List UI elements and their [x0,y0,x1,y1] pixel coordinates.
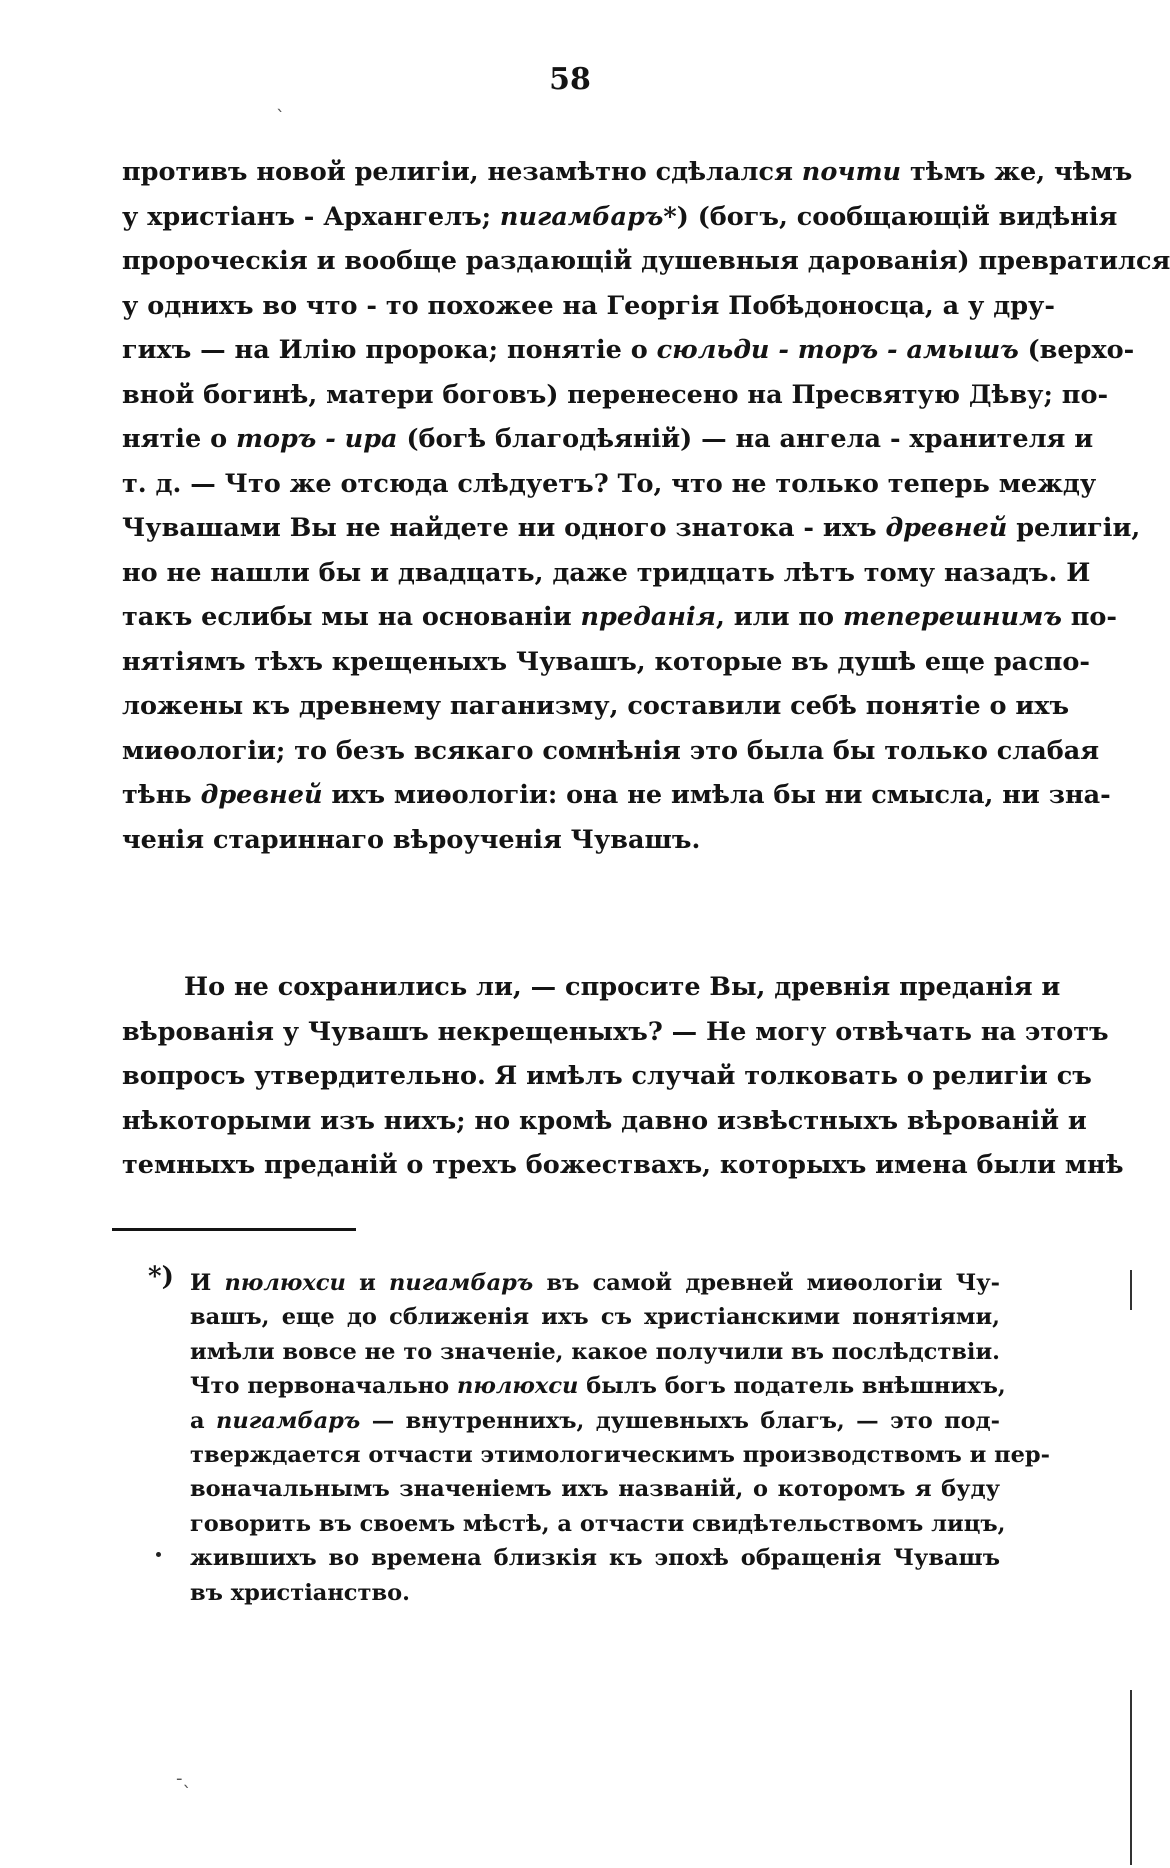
text-segment: по- [1061,602,1117,632]
text-segment: И [190,1270,225,1296]
text-line [122,595,1117,640]
text-segment: нѣкоторыми изъ нихъ; но кромѣ давно извѣстныхъ вѣрованій и [122,1105,1087,1136]
italic-term: древней [885,513,1008,543]
text-line [122,551,1091,596]
italic-term: пюлюхси [224,1270,346,1296]
text-segment: религіи, [1007,513,1141,543]
footnote-marker: *) [148,1262,174,1292]
footnote-line [190,1576,1000,1610]
text-segment: у однихъ во что - то похожее на Георгія Побѣдоносца, а у дру- [122,290,1055,321]
text-line [122,462,1097,507]
italic-term: пигамбаръ [216,1407,361,1434]
footnote-line [190,1541,1000,1575]
text-line [122,684,1070,729]
footnote-line [190,1300,1000,1334]
italic-term: преданія [580,602,716,632]
footnote-line [190,1438,1050,1472]
text-segment: пророческія и вообще раздающій душевныя дарованія) превратился [122,246,1170,276]
italic-term: пигамбаръ [388,1270,534,1296]
text-segment: гихъ — на Илію пророка; понятіе о [122,335,657,365]
italic-term: древней [200,780,323,810]
text-line [122,284,1055,329]
footnote-rule [112,1228,356,1231]
text-segment: у христіанъ - Архангелъ; [122,201,500,232]
footnote-line [190,1507,1006,1541]
text-line [122,1010,1109,1055]
text-segment: *) (богъ, сообщающій видѣнія [663,201,1118,232]
text-segment: такъ еслибы мы на основаніи [122,602,581,632]
main-paragraph-1 [122,150,1170,862]
text-line [122,640,1090,685]
page-edge-line-top [1130,1270,1132,1310]
text-line [122,506,1141,551]
text-segment: вашъ, еще до сближенія ихъ съ христіанскими понятіями, [190,1304,1000,1331]
text-segment: но не нашли бы и двадцать, даже тридцать лѣтъ тому назадъ. И [122,557,1091,588]
text-segment: и [345,1270,389,1296]
footnote-line [190,1335,1000,1369]
text-line [122,965,1061,1010]
text-segment: миѳологіи; то безъ всякаго сомнѣнія это была бы только слабая [122,735,1100,766]
text-line [122,818,1010,863]
scan-mark-top: ˎ [276,92,285,113]
text-line [122,417,1094,462]
italic-term: пюлюхси [457,1373,579,1400]
italic-term: теперешнимъ [842,602,1062,632]
text-segment: противъ новой религіи, незамѣтно сдѣлался [122,157,802,187]
main-paragraph-2 [122,965,1124,1188]
text-segment: вѣрованія у Чувашъ некрещеныхъ? — Не могу отвѣчать на этотъ [122,1016,1109,1047]
page-number: 58 [549,62,591,97]
text-line [122,1054,1092,1099]
text-line [122,373,1109,418]
text-line [122,150,1133,195]
italic-term: пигамбаръ [499,201,664,232]
text-segment: воначальнымъ значеніемъ ихъ названій, о которомъ я буду [190,1476,1000,1503]
page-edge-line [1130,1690,1132,1865]
text-segment: а [190,1407,217,1434]
margin-dot [156,1552,161,1557]
text-segment: жившихъ во времена близкія къ эпохѣ обращенія Чувашъ [190,1545,1000,1572]
italic-term: почти [801,157,902,187]
text-segment: , или по [715,602,843,632]
text-line [122,239,1170,284]
footnote-line [190,1404,1000,1438]
text-segment: тѣнь [122,780,201,810]
text-segment: — внутреннихъ, душевныхъ благъ, — это под- [360,1407,1000,1434]
text-segment: нятіе о [122,424,236,454]
text-segment: вной богинѣ, матери боговъ) перенесено на Пресвятую Дѣву; по- [122,379,1109,410]
text-segment: ихъ миѳологіи: она не имѣла бы ни смысла, ни зна- [322,780,1111,810]
text-line [122,1143,1124,1188]
text-line [122,773,1111,818]
text-segment: (богѣ благодѣяній) — на ангела - хранителя и [397,424,1094,454]
text-segment: вопросъ утвердительно. Я имѣлъ случай толковать о религіи съ [122,1061,1092,1091]
text-segment: былъ богъ податель внѣшнихъ, [578,1373,1006,1400]
text-line [122,729,1100,774]
text-segment: говорить въ своемъ мѣстѣ, а отчасти свидѣтельствомъ лицъ, [190,1510,1006,1537]
italic-term: торъ - ира [235,424,398,454]
text-segment: Чувашами Вы не найдете ни одного знатока - ихъ [122,513,886,543]
text-segment: въ христіанство. [190,1579,410,1606]
footnote-line [190,1369,1006,1403]
text-segment: имѣли вовсе не то значеніе, какое получили въ послѣдствіи. [190,1338,1000,1365]
text-line [122,328,1135,373]
footnote-text [190,1266,1050,1610]
text-segment: (верхо- [1018,335,1135,365]
text-segment: Но не сохранились ли, — спросите Вы, древнія преданія и [184,972,1061,1002]
text-segment: Что первоначально [190,1373,458,1400]
text-segment: тѣмъ же, чѣмъ [901,157,1133,187]
text-segment: тверждается отчасти этимологическимъ производствомъ и пер- [190,1441,1050,1468]
italic-term: сюльди - торъ - амышъ [656,335,1019,365]
text-segment: ченія стариннаго вѣроученія Чувашъ. [122,824,701,855]
scan-mark-bottom: ‐ˎ [176,1768,192,1789]
text-segment: т. д. — Что же отсюда слѣдуетъ? То, что не только теперь между [122,468,1097,499]
text-segment: ложены къ древнему паганизму, составили себѣ понятіе о ихъ [122,691,1070,721]
footnote-line [190,1266,1000,1300]
footnote-line [190,1472,1000,1506]
text-segment: въ самой древней миѳологіи Чу- [533,1270,1001,1296]
text-line [122,195,1118,240]
text-segment: темныхъ преданій о трехъ божествахъ, которыхъ имена были мнѣ [122,1150,1124,1180]
text-segment: нятіямъ тѣхъ крещеныхъ Чувашъ, которые въ душѣ еще распо- [122,646,1090,677]
text-line [122,1099,1087,1144]
